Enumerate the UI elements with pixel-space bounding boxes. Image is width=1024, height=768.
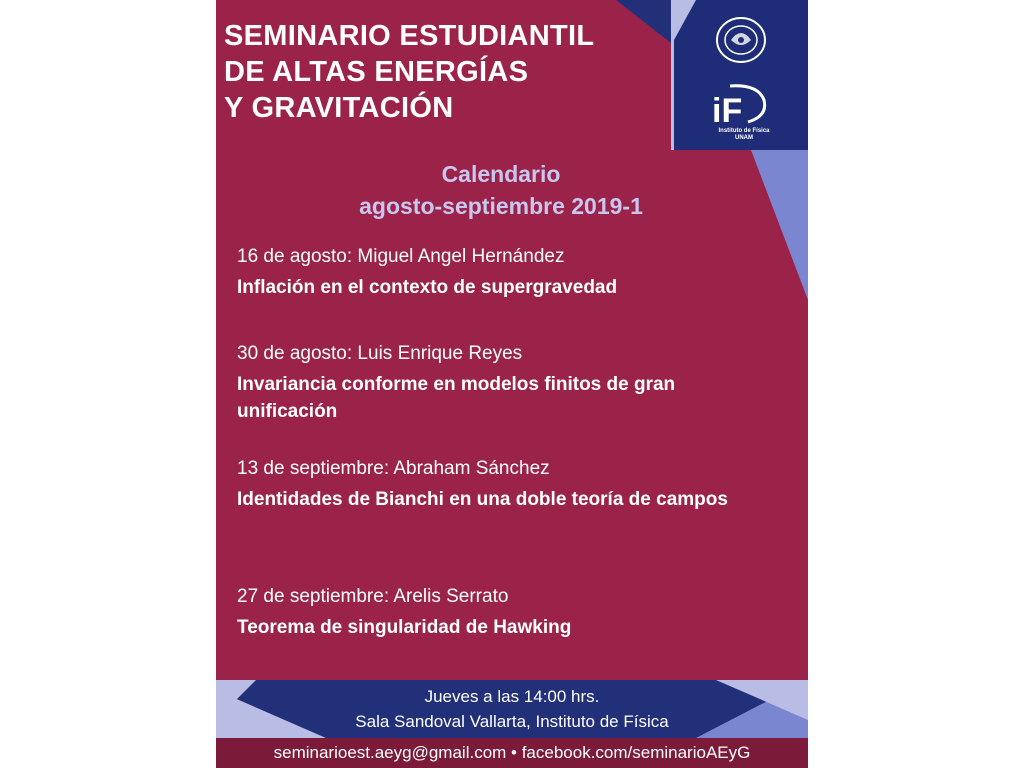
if-mark: iF <box>712 92 743 130</box>
event-topic: Inflación en el contexto de supergravedad <box>237 277 618 298</box>
institute-logo-panel <box>674 0 808 150</box>
schedule-band <box>216 680 808 738</box>
institute-name <box>714 128 774 142</box>
title-line-3: Y GRAVITACIÓN <box>224 92 454 124</box>
contact-bar: seminarioest.aeyg@gmail.com • facebook.com/seminarioAEyG <box>216 738 808 768</box>
event-topic: Invariancia conforme en modelos finitos de gran unificación <box>237 374 676 422</box>
seminar-title <box>224 18 594 126</box>
institute-name-line-2: UNAM <box>735 135 753 141</box>
event-item <box>237 341 777 425</box>
calendar-heading <box>216 158 786 222</box>
title-line-1: SEMINARIO ESTUDIANTIL <box>224 20 595 52</box>
institute-name-line-1: Instituto de Física <box>718 128 770 134</box>
title-line-2: DE ALTAS ENERGÍAS <box>224 56 529 88</box>
seminar-poster <box>216 0 808 768</box>
event-date-speaker: 16 de agosto: Miguel Angel Hernández <box>237 246 565 267</box>
event-date-speaker: 13 de septiembre: Abraham Sánchez <box>237 458 550 479</box>
event-item <box>237 244 777 301</box>
if-logo-icon <box>708 82 772 130</box>
event-topic: Identidades de Bianchi en una doble teoría de campos <box>237 489 728 510</box>
schedule-text <box>216 684 808 734</box>
calendar-title: Calendario <box>441 161 561 187</box>
event-date-speaker: 30 de agosto: Luis Enrique Reyes <box>237 343 523 364</box>
event-date-speaker: 27 de septiembre: Arelis Serrato <box>237 586 509 607</box>
event-item <box>237 584 777 641</box>
unam-seal-icon <box>714 14 768 66</box>
schedule-venue: Sala Sandoval Vallarta, Instituto de Física <box>355 712 669 731</box>
event-item <box>237 456 777 513</box>
calendar-period: agosto-septiembre 2019-1 <box>359 193 643 219</box>
schedule-time: Jueves a las 14:00 hrs. <box>424 687 600 706</box>
event-topic: Teorema de singularidad de Hawking <box>237 617 572 638</box>
